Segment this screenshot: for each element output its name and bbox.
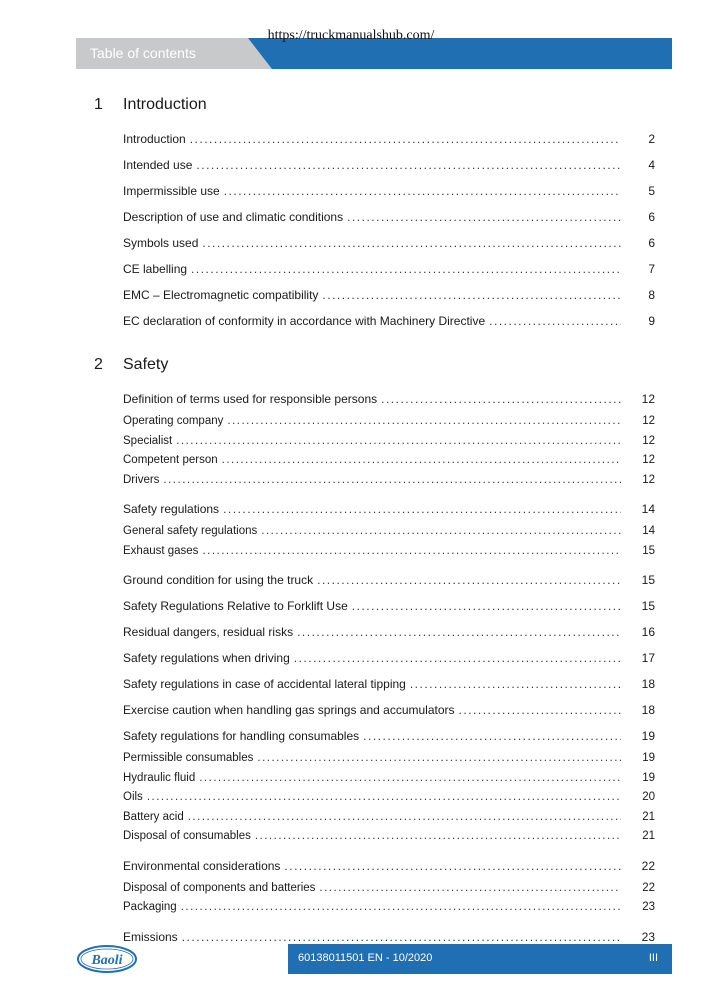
toc-entry[interactable] [123,567,655,593]
toc-entry-label: EC declaration of conformity in accordance with Machinery Directive [123,314,486,328]
dot-leader [181,898,621,918]
dot-leader [176,432,621,452]
dot-leader [199,769,621,789]
dot-leader [381,386,621,412]
toc-page-number: 12 [642,415,655,427]
toc-page-number: 15 [641,599,655,613]
toc-entry-label: Description of use and climatic conditions [123,210,344,224]
chapter-number: 2 [94,356,103,373]
toc-entry[interactable] [123,593,655,619]
toc-subentry[interactable] [123,898,655,918]
dot-leader [224,178,621,204]
toc-page-number: 14 [641,502,655,516]
toc-subentry[interactable] [123,412,655,432]
toc-subentry[interactable] [123,808,655,828]
toc-entry-label: Exhaust gases [123,544,199,557]
toc-entry-label: Environmental considerations [123,858,281,873]
toc-entry-label: Definition of terms used for responsible persons [123,392,378,406]
toc-entry-label: Oils [123,791,143,803]
toc-page-number: 18 [641,677,655,691]
dot-leader [255,827,621,847]
toc-entry-label: Introduction [123,132,186,146]
toc-entry-label: Safety Regulations Relative to Forklift Use [123,599,348,613]
toc-page-number: 7 [648,262,655,276]
dot-leader [257,749,621,769]
toc-page-number: 22 [641,858,655,873]
chapter-number: 1 [94,96,103,113]
toc-entry-label: EMC – Electromagnetic compatibility [123,288,319,302]
dot-leader [227,412,621,432]
toc-entry[interactable] [123,282,655,308]
toc-entry[interactable] [123,496,655,522]
dot-leader [147,788,621,808]
toc-entry[interactable] [123,230,655,256]
toc-group [94,230,655,256]
footer-bar [288,944,672,974]
toc-page-number: 12 [642,473,655,486]
page-title: Table of contents [90,45,196,61]
dot-leader [284,853,621,879]
toc-group [94,697,655,723]
chapter-section [94,96,655,334]
toc-entry-label: CE labelling [123,262,188,276]
toc-entry-label: General safety regulations [123,525,258,537]
toc-page-number: 19 [642,771,655,784]
toc-page-number: 23 [642,901,655,913]
toc-page-number: 19 [641,729,655,743]
chapter-section [94,356,655,950]
logo-text: Baoli [91,953,123,968]
toc-entry-label: Safety regulations [123,502,220,516]
toc-page-number: 6 [648,210,655,224]
chapter-heading[interactable] [94,96,655,114]
toc-group [94,671,655,697]
toc-page-number: 15 [642,544,655,557]
toc-entry-label: Exercise caution when handling gas springs and accumulators [123,703,455,717]
chapter-title: Safety [123,356,169,373]
toc-entry[interactable] [123,619,655,645]
toc-entry[interactable] [123,178,655,204]
dot-leader [294,645,621,671]
dot-leader [317,567,621,593]
toc-entry[interactable] [123,308,655,334]
toc-page-number: 23 [641,929,655,944]
toc-page-number: 15 [641,573,655,587]
toc-page-number: 5 [648,184,655,198]
toc-group [94,386,655,490]
dot-leader [191,256,621,282]
toc-page-number: 18 [641,703,655,717]
page-number: III [648,952,658,964]
toc-subentry[interactable] [123,788,655,808]
dot-leader [261,522,621,542]
toc-page-number: 22 [642,881,655,894]
toc-page-number: 6 [648,236,655,250]
toc-entry[interactable] [123,671,655,697]
dot-leader [222,451,621,471]
dot-leader [196,152,621,178]
toc-entry-label: Safety regulations in case of accidental lateral tipping [123,677,406,691]
toc-entry-label: Hydraulic fluid [123,771,196,784]
chapter-heading[interactable] [94,356,655,374]
dot-leader [322,282,621,308]
toc-entry[interactable] [123,256,655,282]
toc-group [94,126,655,152]
dot-leader [202,542,621,562]
toc-group [94,619,655,645]
baoli-logo [76,944,140,974]
toc-group [94,256,655,282]
toc-page-number: 2 [648,132,655,146]
toc-group [94,204,655,230]
toc-group [94,496,655,561]
dot-leader [202,230,621,256]
toc-page-number: 19 [642,752,655,764]
toc-subentry[interactable] [123,451,655,471]
toc-subentry[interactable] [123,827,655,847]
toc-page-number: 20 [642,791,655,803]
toc-entry[interactable] [123,386,655,412]
toc-entry-label: Permissible consumables [123,752,254,764]
table-of-contents [94,96,655,972]
toc-group [94,308,655,334]
toc-entry-label: Disposal of components and batteries [123,881,316,894]
dot-leader [410,671,621,697]
dot-leader [297,619,621,645]
footer [76,944,672,974]
dot-leader [489,308,621,334]
dot-leader [352,593,621,619]
dot-leader [163,471,621,491]
dot-leader [459,697,621,723]
toc-entry[interactable] [123,152,655,178]
toc-entry-label: Residual dangers, residual risks [123,625,294,639]
toc-entry-label: Operating company [123,415,224,427]
toc-entry[interactable] [123,126,655,152]
toc-page-number: 17 [641,651,655,665]
toc-subentry[interactable] [123,522,655,542]
toc-page-number: 8 [648,288,655,302]
dot-leader [188,808,621,828]
toc-group [94,152,655,178]
document-number: 60138011501 EN - 10/2020 [298,952,433,964]
toc-entry-label: Packaging [123,901,177,913]
toc-entry-label: Ground condition for using the truck [123,573,314,587]
toc-entry[interactable] [123,853,655,879]
toc-group [94,593,655,619]
toc-entry-label: Safety regulations for handling consumables [123,729,360,743]
chapter-title: Introduction [123,96,207,113]
toc-group [94,282,655,308]
toc-entry-label: Emissions [123,929,178,944]
toc-entry[interactable] [123,723,655,749]
toc-entry[interactable] [123,204,655,230]
toc-page-number: 12 [642,454,655,466]
toc-page-number: 14 [642,525,655,537]
toc-group [94,645,655,671]
toc-group [94,567,655,593]
toc-subentry[interactable] [123,769,655,789]
toc-subentry[interactable] [123,432,655,452]
toc-entry-label: Safety regulations when driving [123,651,290,665]
toc-page-number: 9 [648,314,655,328]
toc-entry-label: Battery acid [123,810,184,823]
toc-entry-label: Specialist [123,434,173,447]
toc-subentry[interactable] [123,879,655,899]
toc-entry-label: Drivers [123,473,160,486]
toc-entry-label: Disposal of consumables [123,830,251,842]
dot-leader [347,204,621,230]
toc-entry-label: Symbols used [123,236,199,250]
toc-subentry[interactable] [123,749,655,769]
toc-entry-label: Impermissible use [123,184,220,198]
watermark-url: https://truckmanualshub.com/ [267,28,435,43]
toc-entry[interactable] [123,697,655,723]
toc-page-number: 12 [642,434,655,447]
dot-leader [223,496,621,522]
toc-group [94,853,655,918]
toc-subentry[interactable] [123,471,655,491]
toc-entry-label: Competent person [123,454,218,466]
toc-page-number: 12 [641,392,655,406]
dot-leader [319,879,621,899]
toc-page-number: 21 [642,830,655,842]
toc-page-number: 4 [648,158,655,172]
toc-subentry[interactable] [123,542,655,562]
toc-group [94,178,655,204]
toc-entry[interactable] [123,645,655,671]
toc-page-number: 16 [641,625,655,639]
dot-leader [363,723,621,749]
toc-group [94,723,655,847]
dot-leader [190,126,621,152]
toc-entry-label: Intended use [123,158,193,172]
toc-page-number: 21 [642,810,655,823]
